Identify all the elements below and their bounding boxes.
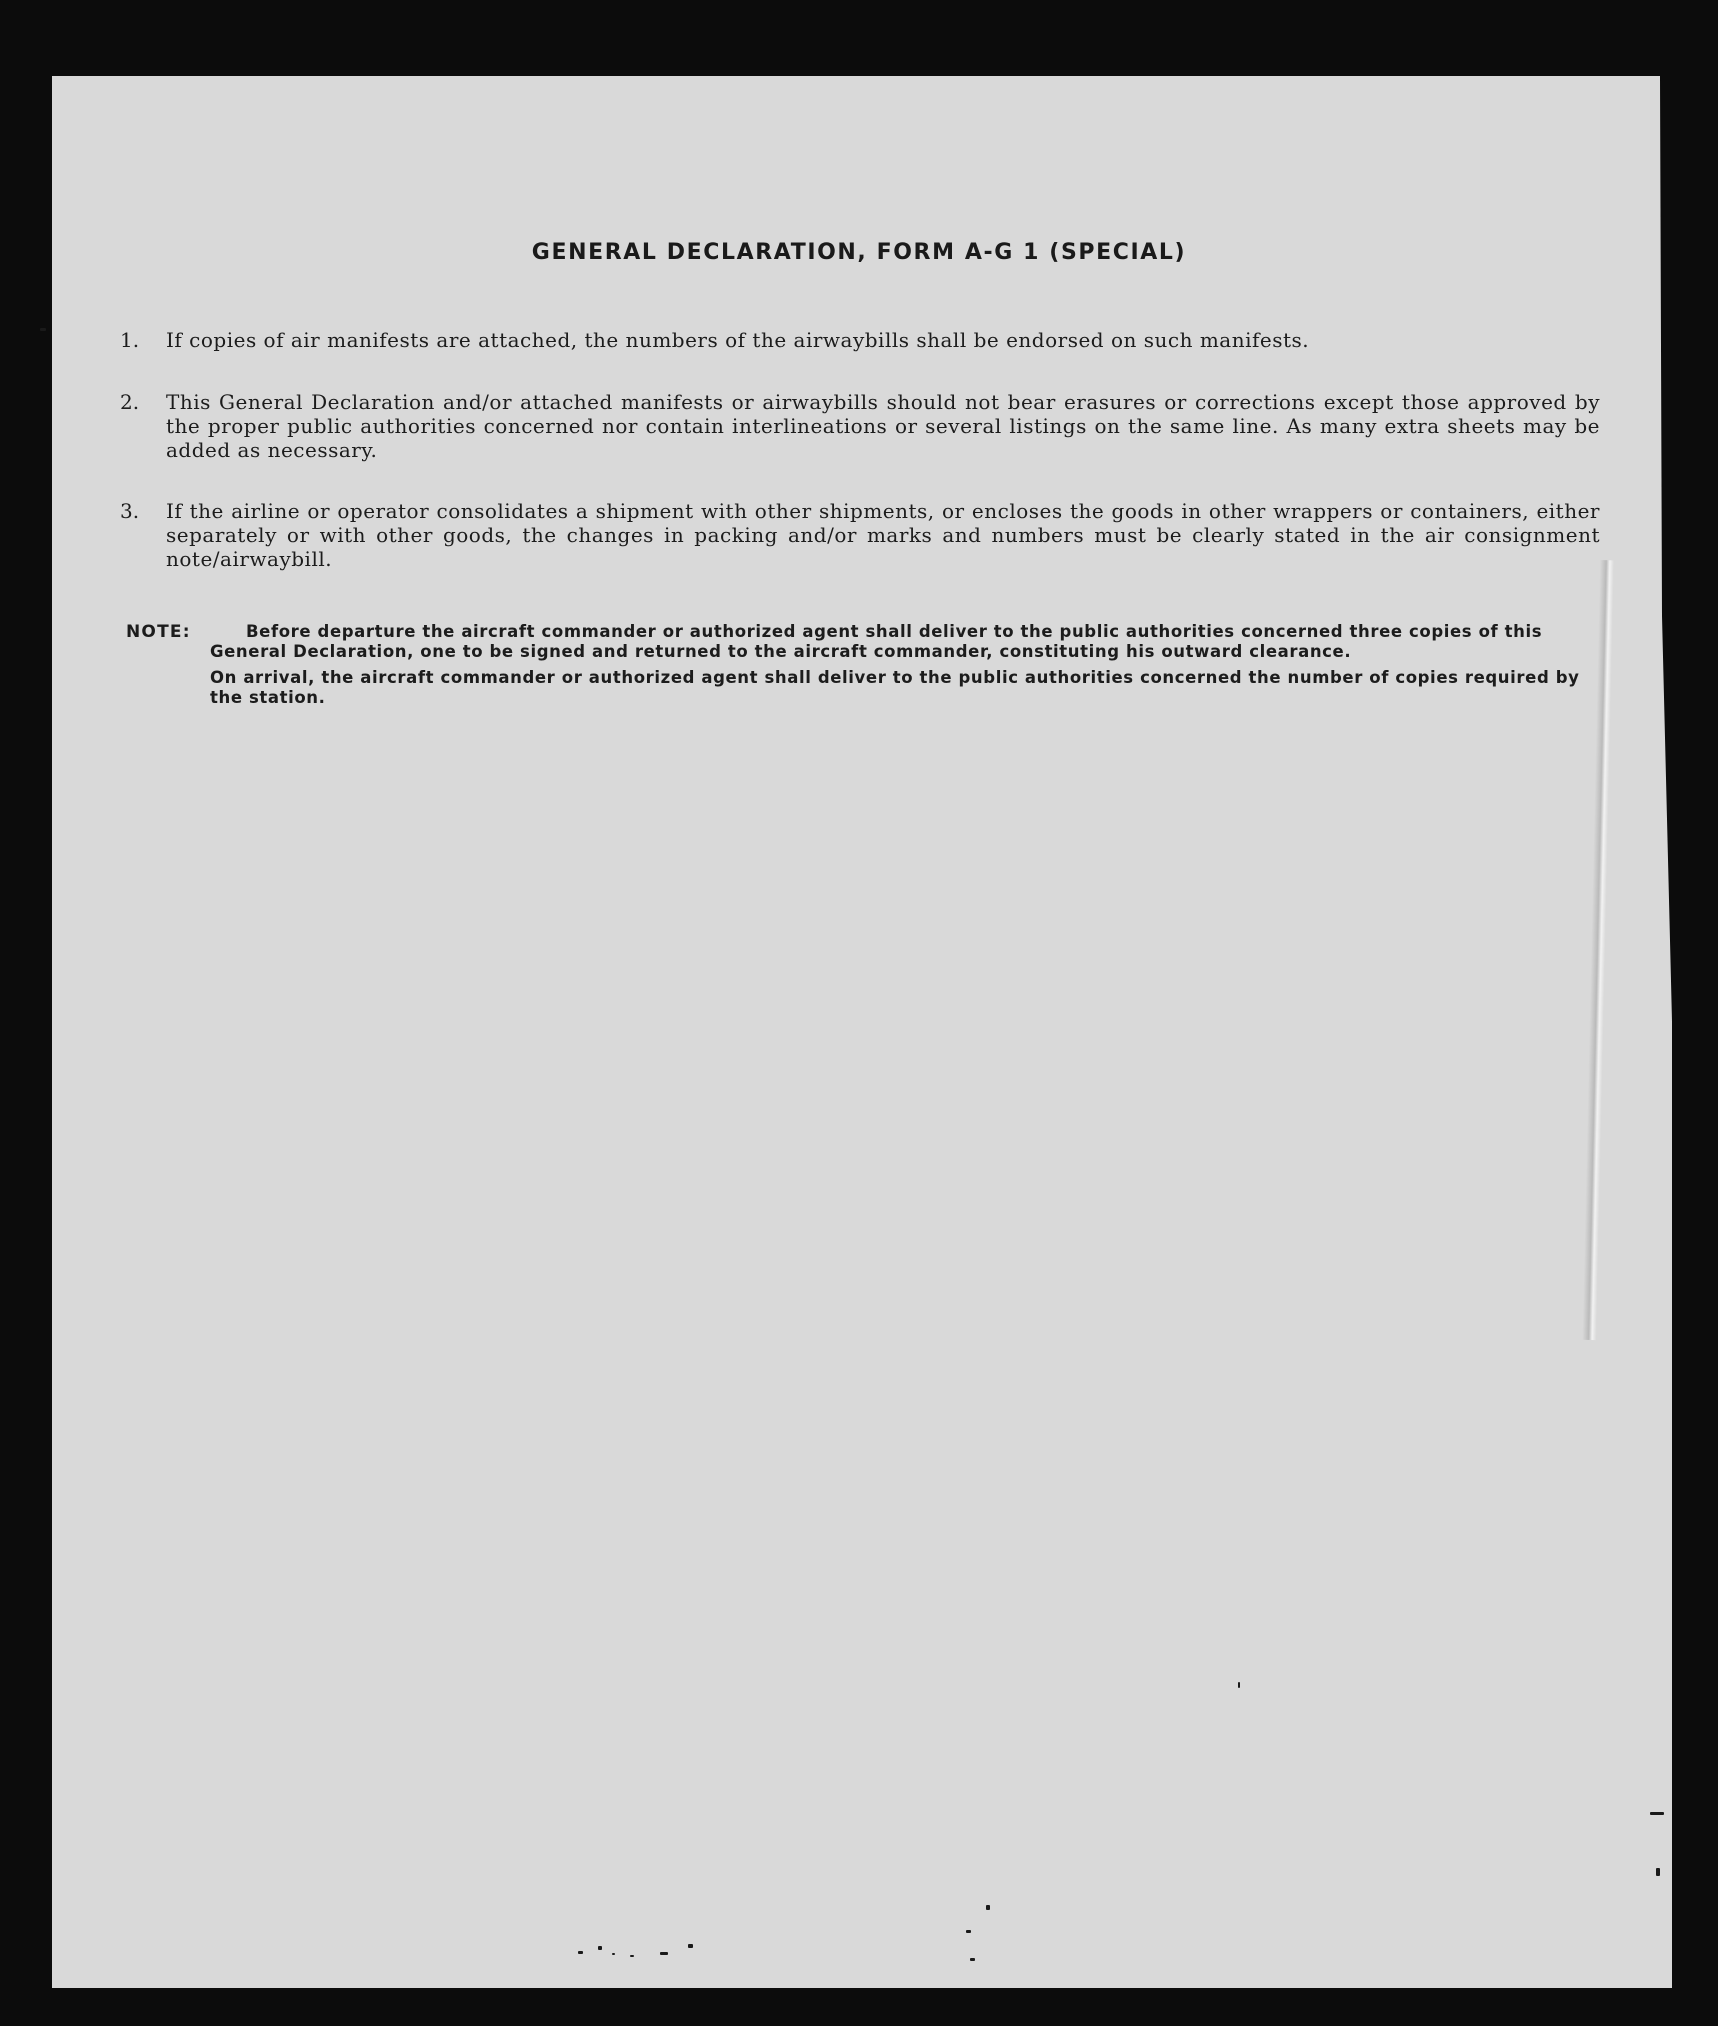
item-text: This General Declaration and/or attached manifests or airwaybills should not bear erasures or corrections except those approved by the proper public authorities concerned nor contain interlineations or several listings on the same line. As many extra sheets may be added as necessary. — [166, 390, 1600, 462]
document-title: GENERAL DECLARATION, FORM A-G 1 (SPECIAL) — [531, 240, 1187, 265]
speck — [630, 1955, 634, 1957]
paper-sheet — [52, 76, 1672, 1988]
speck — [1650, 1812, 1664, 1815]
item-number: 2. — [120, 390, 140, 414]
speck — [970, 1958, 975, 1961]
instruction-item-2 — [120, 390, 1600, 462]
speck — [660, 1952, 668, 1955]
speck — [1238, 1682, 1240, 1688]
speck — [966, 1930, 971, 1933]
item-text: If copies of air manifests are attached, the numbers of the airwaybills shall be endorsed on such manifests. — [166, 328, 1310, 352]
item-number: 1. — [120, 328, 140, 352]
instruction-item-3 — [120, 499, 1600, 571]
item-text: If the airline or operator consolidates a shipment with other shipments, or encloses the goods in other wrappers or containers, either separately or with other goods, the changes in packing and/or marks and numbers must be clearly stated in the air consignment note/airwaybill. — [166, 499, 1600, 571]
note-paragraph-arrival: On arrival, the aircraft commander or authorized agent shall deliver to the public authorities concerned the number of copies required by the station. — [210, 668, 1580, 707]
speck — [986, 1905, 990, 1910]
note-paragraph-departure: Before departure the aircraft commander or authorized agent shall deliver to the public authorities concerned three copies of this General Declaration, one to be signed and returned to the aircraft commander, constituting his outward clearance. — [210, 622, 1543, 661]
speck — [612, 1953, 615, 1955]
speck — [688, 1944, 693, 1948]
speck — [40, 328, 46, 331]
item-number: 3. — [120, 499, 140, 523]
speck — [598, 1946, 602, 1950]
speck — [1656, 1868, 1660, 1876]
note-label: NOTE: — [126, 622, 191, 642]
speck — [578, 1951, 583, 1954]
instruction-item-1 — [120, 328, 1600, 352]
note-section — [126, 622, 1600, 708]
